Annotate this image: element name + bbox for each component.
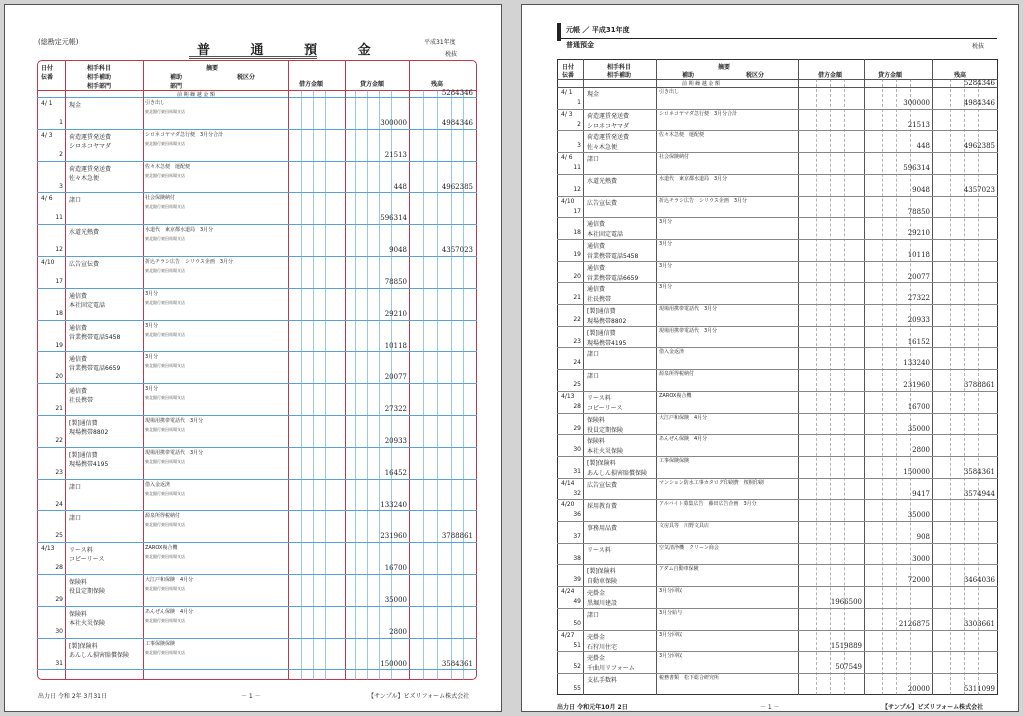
row-credit-r: 35000 <box>907 511 930 520</box>
row-credit-r: 16152 <box>907 337 930 346</box>
row-description-r: 借入金返済 <box>659 349 685 356</box>
row-date-r: 4/ 6 <box>561 154 573 162</box>
row-balance-r: 3464036 <box>963 576 995 585</box>
row-description: 現場用携帯電話代 3月分 <box>145 449 204 456</box>
row-account-r: 通信費 <box>587 221 606 229</box>
row-bank: 東北銀行東田馬場支店 <box>145 109 185 114</box>
row-slip-r: 51 <box>573 641 581 649</box>
row-account: 保険料 <box>69 579 88 586</box>
row-description: 3月分 <box>145 386 159 393</box>
row-account-sub: 役員定期保険 <box>69 588 106 595</box>
row-account-sub-r: 現場携帯8802 <box>587 318 627 325</box>
row-bank: 東北銀行東田馬場支店 <box>145 140 185 146</box>
row-bank: 東北銀行東田馬場支店 <box>145 363 185 369</box>
row-account-r: 諸口 <box>587 156 600 164</box>
row-account-sub-r: 現場携帯4195 <box>587 339 627 347</box>
row-description-r: 3月分給与 <box>659 609 683 616</box>
ledger-heading: 元帳 ／ 平成31年度 <box>566 26 630 34</box>
row-credit: 150000 <box>380 659 407 668</box>
row-date-r: 4/10 <box>561 197 575 205</box>
hdr-summary: 摘要 <box>206 65 219 72</box>
row-account-r: 通信費 <box>587 286 606 294</box>
row-account-r: 保険料 <box>587 438 606 446</box>
row-credit: 78850 <box>384 278 407 286</box>
row-description-r: シロネコヤマダ急行便 3月分合計 <box>659 110 738 117</box>
row-bank: 東北銀行東田馬場支店 <box>145 522 185 528</box>
footer-print-date: 出力日 令和 2年 3月31日 <box>38 693 107 700</box>
row-description-r: ZAROX複合機 <box>659 392 692 399</box>
row-slip: 17 <box>55 278 63 285</box>
row-account-r: 広告宣伝費 <box>587 481 618 489</box>
row-credit-r: 9048 <box>912 185 930 194</box>
row-slip-r: 25 <box>573 381 581 389</box>
row-description-r: マンション防水工事カタログ印刷費 桜桐印刷 <box>659 479 764 486</box>
tax-mode: 税抜 <box>445 51 458 58</box>
hdr-summary-r: 摘要 <box>718 64 731 71</box>
footer-page-number-right: － 1 － <box>760 704 780 711</box>
row-description-r: 3月分 <box>659 240 673 247</box>
hdr-credit: 貸方金額 <box>360 81 385 88</box>
row-bank: 東北銀行東田馬場支店 <box>145 586 185 591</box>
hdr-tax: 税区分 <box>237 74 256 81</box>
row-description-r: 3月分回収 <box>659 631 683 638</box>
row-slip: 23 <box>55 468 63 476</box>
row-description: 3月分 <box>145 354 159 361</box>
row-credit-r: 21513 <box>907 120 930 129</box>
carryover-balance: 5284346 <box>441 89 473 97</box>
row-account-sub: 佐々木急便 <box>69 174 100 182</box>
row-credit-r: 10118 <box>907 250 930 259</box>
row-balance-r: 4357023 <box>963 185 995 194</box>
row-slip-r: 24 <box>573 359 581 367</box>
row-account-sub: 営業携帯電話6659 <box>69 365 121 373</box>
row-description-r: 3月分回収 <box>659 653 683 660</box>
row-account: 諸口 <box>69 515 82 523</box>
row-account-r: 売掛金 <box>587 633 606 641</box>
row-account-r: 事務用品費 <box>587 525 618 532</box>
row-account-r: リース料 <box>587 394 611 402</box>
row-slip-r: 18 <box>573 229 581 237</box>
row-balance-r: 4962385 <box>963 142 995 151</box>
row-credit: 448 <box>393 182 407 191</box>
row-account-r: [製]保険料 <box>587 459 616 467</box>
hdr-tax-r: 税区分 <box>746 72 765 79</box>
row-account: リース料 <box>69 547 93 555</box>
row-balance-r: 4984346 <box>963 99 995 107</box>
row-account-r: 保険料 <box>587 416 606 424</box>
row-credit-r: 20077 <box>907 272 930 281</box>
row-account-sub: シロネコヤマダ <box>69 142 112 150</box>
row-account-r: 荷造運賃発送費 <box>587 134 630 142</box>
row-credit: 231960 <box>380 532 407 541</box>
row-balance: 4984346 <box>441 119 473 127</box>
row-slip: 22 <box>55 437 63 444</box>
row-bank: 東北銀行東田馬場支店 <box>145 331 185 337</box>
row-slip: 25 <box>55 532 63 540</box>
footer-page-number: － 1 － <box>241 693 261 700</box>
row-credit: 16452 <box>384 468 407 477</box>
row-slip: 3 <box>59 182 63 190</box>
row-date-r: 4/20 <box>561 501 575 509</box>
row-credit: 2800 <box>389 627 407 636</box>
row-bank: 東北銀行東田馬場支店 <box>145 236 185 242</box>
row-credit: 29210 <box>384 309 407 318</box>
row-slip: 30 <box>55 627 63 635</box>
row-balance: 3788861 <box>441 532 473 541</box>
row-description: 佐々木急便 運配便 <box>145 163 191 170</box>
row-account-r: リース料 <box>587 546 611 554</box>
row-account: 荷造運賃発送費 <box>69 133 112 141</box>
row-bank: 東北銀行東田馬場支店 <box>145 268 185 273</box>
row-description: 引き出し <box>145 100 166 106</box>
hdr-balance-r: 残高 <box>954 72 967 79</box>
row-bank: 東北銀行東田馬場支店 <box>145 617 185 623</box>
row-credit-r: 2800 <box>912 446 930 455</box>
row-account: [製]通信費 <box>69 420 98 427</box>
ledger-page-right <box>521 4 1019 712</box>
row-balance: 4357023 <box>441 246 473 255</box>
row-description: 社会保険納付 <box>145 195 176 202</box>
row-description-r: あんぜん保険 4月分 <box>659 436 708 443</box>
hdr-debit-r: 借方金額 <box>818 72 843 79</box>
row-debit-r: 1519889 <box>830 641 862 650</box>
row-account: 諸口 <box>69 197 82 205</box>
row-account-sub: 本社固定電話 <box>69 301 106 309</box>
row-credit-r: 72000 <box>907 576 930 585</box>
row-account-r: 広告宣伝費 <box>587 199 618 207</box>
row-slip-r: 21 <box>573 294 581 302</box>
row-date: 4/10 <box>41 259 55 266</box>
row-credit-r: 150000 <box>903 467 930 476</box>
row-credit: 27322 <box>384 405 407 414</box>
row-description: 水道代 東京都水道局 3月分 <box>145 227 214 234</box>
row-slip: 18 <box>55 309 63 317</box>
row-credit-r: 78850 <box>907 207 930 216</box>
row-account-r: 諸口 <box>587 373 600 381</box>
row-credit-r: 133240 <box>903 359 930 368</box>
row-date-r: 4/27 <box>561 631 575 639</box>
row-account: 広告宣伝費 <box>69 261 100 268</box>
row-slip-r: 31 <box>573 467 581 475</box>
row-account-sub: あんしん損害賠償保険 <box>69 651 130 659</box>
row-description-r: 文房具等 川野文具店 <box>659 523 710 529</box>
row-slip-r: 1 <box>577 99 581 106</box>
row-account-r: 現金 <box>587 91 600 98</box>
row-slip-r: 49 <box>573 598 581 606</box>
row-account-r: [製]保険料 <box>587 568 616 576</box>
row-description: 3月分 <box>145 290 159 297</box>
account-name: 普通預金 <box>566 41 594 49</box>
row-slip: 24 <box>55 500 63 508</box>
row-slip-r: 32 <box>573 489 581 497</box>
row-description-r: 大江戸和保険 4月分 <box>659 414 708 421</box>
row-date-r: 4/24 <box>561 588 575 596</box>
row-description: 現場用携帯電話代 3月分 <box>145 418 204 424</box>
row-description-r: アダム自動車保険 <box>659 566 699 573</box>
hdr-debit: 借方金額 <box>299 81 324 88</box>
row-account-r: 荷造運賃発送費 <box>587 112 630 120</box>
row-date-r: 4/ 3 <box>561 110 573 118</box>
row-account-r: 水道光熱費 <box>587 177 618 185</box>
row-account: 荷造運賃発送費 <box>69 165 112 173</box>
row-slip: 28 <box>55 564 63 572</box>
row-description: 大江戸和保険 4月分 <box>145 577 194 583</box>
row-description: 源泉所得税納付 <box>145 513 181 520</box>
row-description-r: 源泉所得税納付 <box>659 371 695 378</box>
row-bank: 東北銀行東田馬場支店 <box>145 172 185 178</box>
row-account: 水道光熱費 <box>69 229 100 237</box>
row-description: 工事保険保険 <box>145 640 176 647</box>
row-account-sub-r: 役員定期保険 <box>587 426 624 434</box>
row-account-sub: 現場携帯8802 <box>69 429 109 436</box>
row-credit-r: 20000 <box>907 684 930 693</box>
row-slip: 29 <box>55 596 63 603</box>
row-credit: 300000 <box>380 119 407 127</box>
row-slip-r: 19 <box>573 250 581 258</box>
row-credit-r: 16700 <box>907 402 930 411</box>
row-slip-r: 23 <box>573 337 581 345</box>
row-description-r: 現場用携帯電話代 3月分 <box>659 306 718 312</box>
row-description-r: 3月分 <box>659 262 673 269</box>
row-credit: 35000 <box>384 596 407 604</box>
row-credit-r: 231960 <box>903 381 930 390</box>
page-title: 普 通 預 金 <box>197 43 389 58</box>
row-balance-r: 3303661 <box>963 619 995 628</box>
row-credit-r: 2126875 <box>898 619 930 628</box>
row-bank: 東北銀行東田馬場支店 <box>145 299 185 305</box>
row-description-r: 引き出し <box>659 89 680 95</box>
row-account-sub-r: 社長携帯 <box>587 296 612 304</box>
row-slip-r: 37 <box>573 533 581 540</box>
row-balance-r: 3788861 <box>963 381 995 390</box>
row-slip: 21 <box>55 405 63 413</box>
row-slip-r: 38 <box>573 554 581 562</box>
row-account: 現金 <box>69 102 82 109</box>
row-account-sub-r: あんしん損害賠償保険 <box>587 469 648 477</box>
fiscal-year: 平成31年度 <box>424 39 456 46</box>
row-description: シロネコヤマダ急行便 3月分合計 <box>145 131 224 138</box>
row-description: ZAROX複合機 <box>145 545 178 552</box>
row-account: 諸口 <box>69 483 82 491</box>
row-account-sub-r: 千曲川リフォーム <box>587 665 635 673</box>
row-account-sub-r: 営業携帯電話5458 <box>587 252 639 260</box>
row-description: 折込チラシ広告 シリウス企画 3月分 <box>145 259 234 265</box>
hdr-sub: 補助 <box>170 74 183 81</box>
hdr-dept: 部門 <box>170 83 183 90</box>
row-description-r: 佐々木急便 運配便 <box>659 132 705 139</box>
hdr-partner-2-r: 相手補助 <box>607 72 632 79</box>
row-credit-r: 29210 <box>907 229 930 238</box>
row-account: [製]通信費 <box>69 451 98 459</box>
row-slip: 1 <box>59 119 63 126</box>
row-description-r: 工事保険保険 <box>659 457 690 464</box>
row-balance: 3584361 <box>441 659 473 668</box>
row-account-sub: コピーリース <box>69 556 105 564</box>
row-account-r: 売掛金 <box>587 590 606 598</box>
row-slip: 31 <box>55 659 63 667</box>
row-description-r: 3月分回収 <box>659 588 683 595</box>
row-bank: 東北銀行東田馬場支店 <box>145 204 185 210</box>
row-slip: 20 <box>55 373 63 381</box>
row-account-sub-r: シロネコヤマダ <box>587 122 630 130</box>
row-credit-r: 9417 <box>912 489 930 498</box>
row-slip: 19 <box>55 341 63 349</box>
hdr-slip-r: 伝番 <box>562 72 575 79</box>
row-description-r: 現場用携帯電話代 3月分 <box>659 327 718 334</box>
row-account-r: [製]通信費 <box>587 329 616 337</box>
footer-print-date-right: 出力日 令和元年10月 2日 <box>557 704 628 711</box>
row-account: 通信費 <box>69 324 88 332</box>
row-account-sub-r: 佐々木急便 <box>587 144 618 152</box>
row-credit-r: 20933 <box>907 316 930 324</box>
row-balance-r: 5311099 <box>963 684 995 693</box>
row-slip-r: 50 <box>573 619 581 627</box>
row-account-sub-r: コピーリース <box>587 404 623 412</box>
row-account-r: 採用教育費 <box>587 503 618 511</box>
ledger-page-left <box>4 4 502 712</box>
row-date-r: 4/ 1 <box>561 89 573 96</box>
row-account-sub-r: 自動車保険 <box>587 578 618 586</box>
footer-company-right: 【サンプル】ビズリフォーム株式会社 <box>882 704 984 711</box>
row-description: 借入金返済 <box>145 481 171 488</box>
row-account-r: 通信費 <box>587 242 606 250</box>
row-bank: 東北銀行東田馬場支店 <box>145 427 185 432</box>
row-credit-r: 3000 <box>912 554 930 563</box>
row-date: 4/13 <box>41 545 55 553</box>
row-bank: 東北銀行東田馬場支店 <box>145 458 185 464</box>
row-description-r: 折込チラシ広告 シリウス企画 3月分 <box>659 197 748 204</box>
row-date-r: 4/14 <box>561 479 575 487</box>
row-credit-r: 27322 <box>907 294 930 303</box>
row-credit-r: 448 <box>916 142 930 151</box>
row-credit: 596314 <box>380 214 407 223</box>
footer-company: 【サンプル】ビズリフォーム株式会社 <box>368 693 470 700</box>
row-credit-r: 596314 <box>903 164 930 173</box>
row-slip-r: 11 <box>573 164 581 172</box>
row-account-r: 諸口 <box>587 611 600 619</box>
row-balance-r: 3574944 <box>963 489 995 498</box>
row-date-r: 4/13 <box>561 392 575 400</box>
row-debit-r: 1966500 <box>830 598 862 607</box>
row-description-r: 社会保険納付 <box>659 154 690 161</box>
row-slip-r: 52 <box>573 663 581 671</box>
row-slip: 2 <box>59 150 63 158</box>
hdr-slip: 伝番 <box>41 74 54 81</box>
row-date: 4/ 3 <box>41 131 53 139</box>
row-account-sub-r: 本社固定電話 <box>587 231 624 239</box>
row-slip-r: 12 <box>573 185 581 193</box>
row-slip-r: 55 <box>573 684 581 692</box>
row-account-sub-r: 石狩川住宅 <box>587 643 618 651</box>
row-slip-r: 30 <box>573 446 581 454</box>
row-account-sub-r: 本社火災保険 <box>587 448 624 456</box>
row-slip-r: 20 <box>573 272 581 280</box>
hdr-partner-3: 相手部門 <box>87 83 112 90</box>
row-credit: 16700 <box>384 564 407 573</box>
hdr-date-r: 日付 <box>562 64 575 71</box>
row-account-r: [製]通信費 <box>587 308 616 315</box>
row-credit: 21513 <box>384 150 407 159</box>
row-description: 3月分 <box>145 322 159 329</box>
row-description: あんぜん保険 4月分 <box>145 608 194 615</box>
row-slip-r: 22 <box>573 316 581 323</box>
row-account-sub: 営業携帯電話5458 <box>69 333 121 341</box>
hdr-date: 日付 <box>41 65 54 72</box>
row-slip-r: 29 <box>573 424 581 432</box>
hdr-partner-2: 相手補助 <box>87 74 112 81</box>
row-date: 4/ 1 <box>41 100 53 107</box>
row-account: 通信費 <box>69 292 88 300</box>
row-description-r: 空気清浄機 クリーン商会 <box>659 544 719 551</box>
hdr-credit-r: 貸方金額 <box>878 72 903 79</box>
hdr-balance: 残高 <box>431 81 444 88</box>
row-balance-r: 3584361 <box>963 467 995 476</box>
row-account-sub: 現場携帯4195 <box>69 460 109 468</box>
row-credit: 9048 <box>389 246 407 255</box>
row-description-r: 3月分 <box>659 219 673 226</box>
row-description-r: 水道代 東京都水道局 3月分 <box>659 175 728 182</box>
row-credit: 10118 <box>384 341 407 350</box>
row-description-r: 3月分 <box>659 284 673 291</box>
hdr-partner-1: 相手科目 <box>87 65 112 72</box>
carryover-label-r: 前 期 繰 越 金 額 <box>682 81 720 87</box>
row-credit-r: 35000 <box>907 424 930 433</box>
row-credit: 20077 <box>384 373 407 382</box>
row-account-sub-r: 黒堀川建設 <box>587 600 618 608</box>
row-bank: 東北銀行東田馬場支店 <box>145 649 185 655</box>
row-slip-r: 17 <box>573 207 581 215</box>
carryover-balance-r: 5284346 <box>963 79 995 87</box>
row-account: [製]保険料 <box>69 642 98 650</box>
row-credit: 133240 <box>380 500 407 509</box>
row-bank: 東北銀行東田馬場支店 <box>145 395 185 401</box>
row-credit-r: 300000 <box>903 99 930 107</box>
row-account-r: 通信費 <box>587 264 606 272</box>
row-description-r: 税務書類 松下総合研究所 <box>659 674 720 681</box>
row-bank: 東北銀行東田馬場支店 <box>145 554 185 560</box>
row-debit-r: 507549 <box>835 663 862 672</box>
row-slip-r: 3 <box>577 142 581 150</box>
carryover-label: 前 期 繰 越 金 額 <box>177 92 215 98</box>
row-account-r: 支払手数料 <box>587 676 618 684</box>
row-slip: 12 <box>55 246 63 254</box>
row-description-r: アルバイト募集広告 藤田広告企画 3月分 <box>659 501 757 508</box>
hdr-sub-r: 補助 <box>682 72 695 79</box>
row-balance: 4962385 <box>441 182 473 191</box>
row-account-sub: 社長携帯 <box>69 397 94 405</box>
tax-mode-right: 税抜 <box>972 43 985 50</box>
row-date: 4/ 6 <box>41 195 53 203</box>
row-account-sub: 本社火災保険 <box>69 619 106 627</box>
row-credit-r: 908 <box>916 533 930 541</box>
row-slip-r: 28 <box>573 402 581 410</box>
row-bank: 東北銀行東田馬場支店 <box>145 490 185 496</box>
row-account-r: 売掛金 <box>587 655 606 663</box>
row-slip: 11 <box>55 214 63 222</box>
row-slip-r: 39 <box>573 576 581 584</box>
row-account: 通信費 <box>69 356 88 364</box>
row-slip-r: 2 <box>577 120 581 128</box>
hdr-partner-1-r: 相手科目 <box>607 64 632 71</box>
row-slip-r: 36 <box>573 511 581 519</box>
row-account-r: 諸口 <box>587 351 600 359</box>
row-account: 通信費 <box>69 388 88 396</box>
row-credit: 20933 <box>384 437 407 445</box>
row-account: 保険料 <box>69 610 88 618</box>
row-account-sub-r: 営業携帯電話6659 <box>587 274 639 282</box>
corner-label: (総勘定元帳) <box>38 38 79 46</box>
